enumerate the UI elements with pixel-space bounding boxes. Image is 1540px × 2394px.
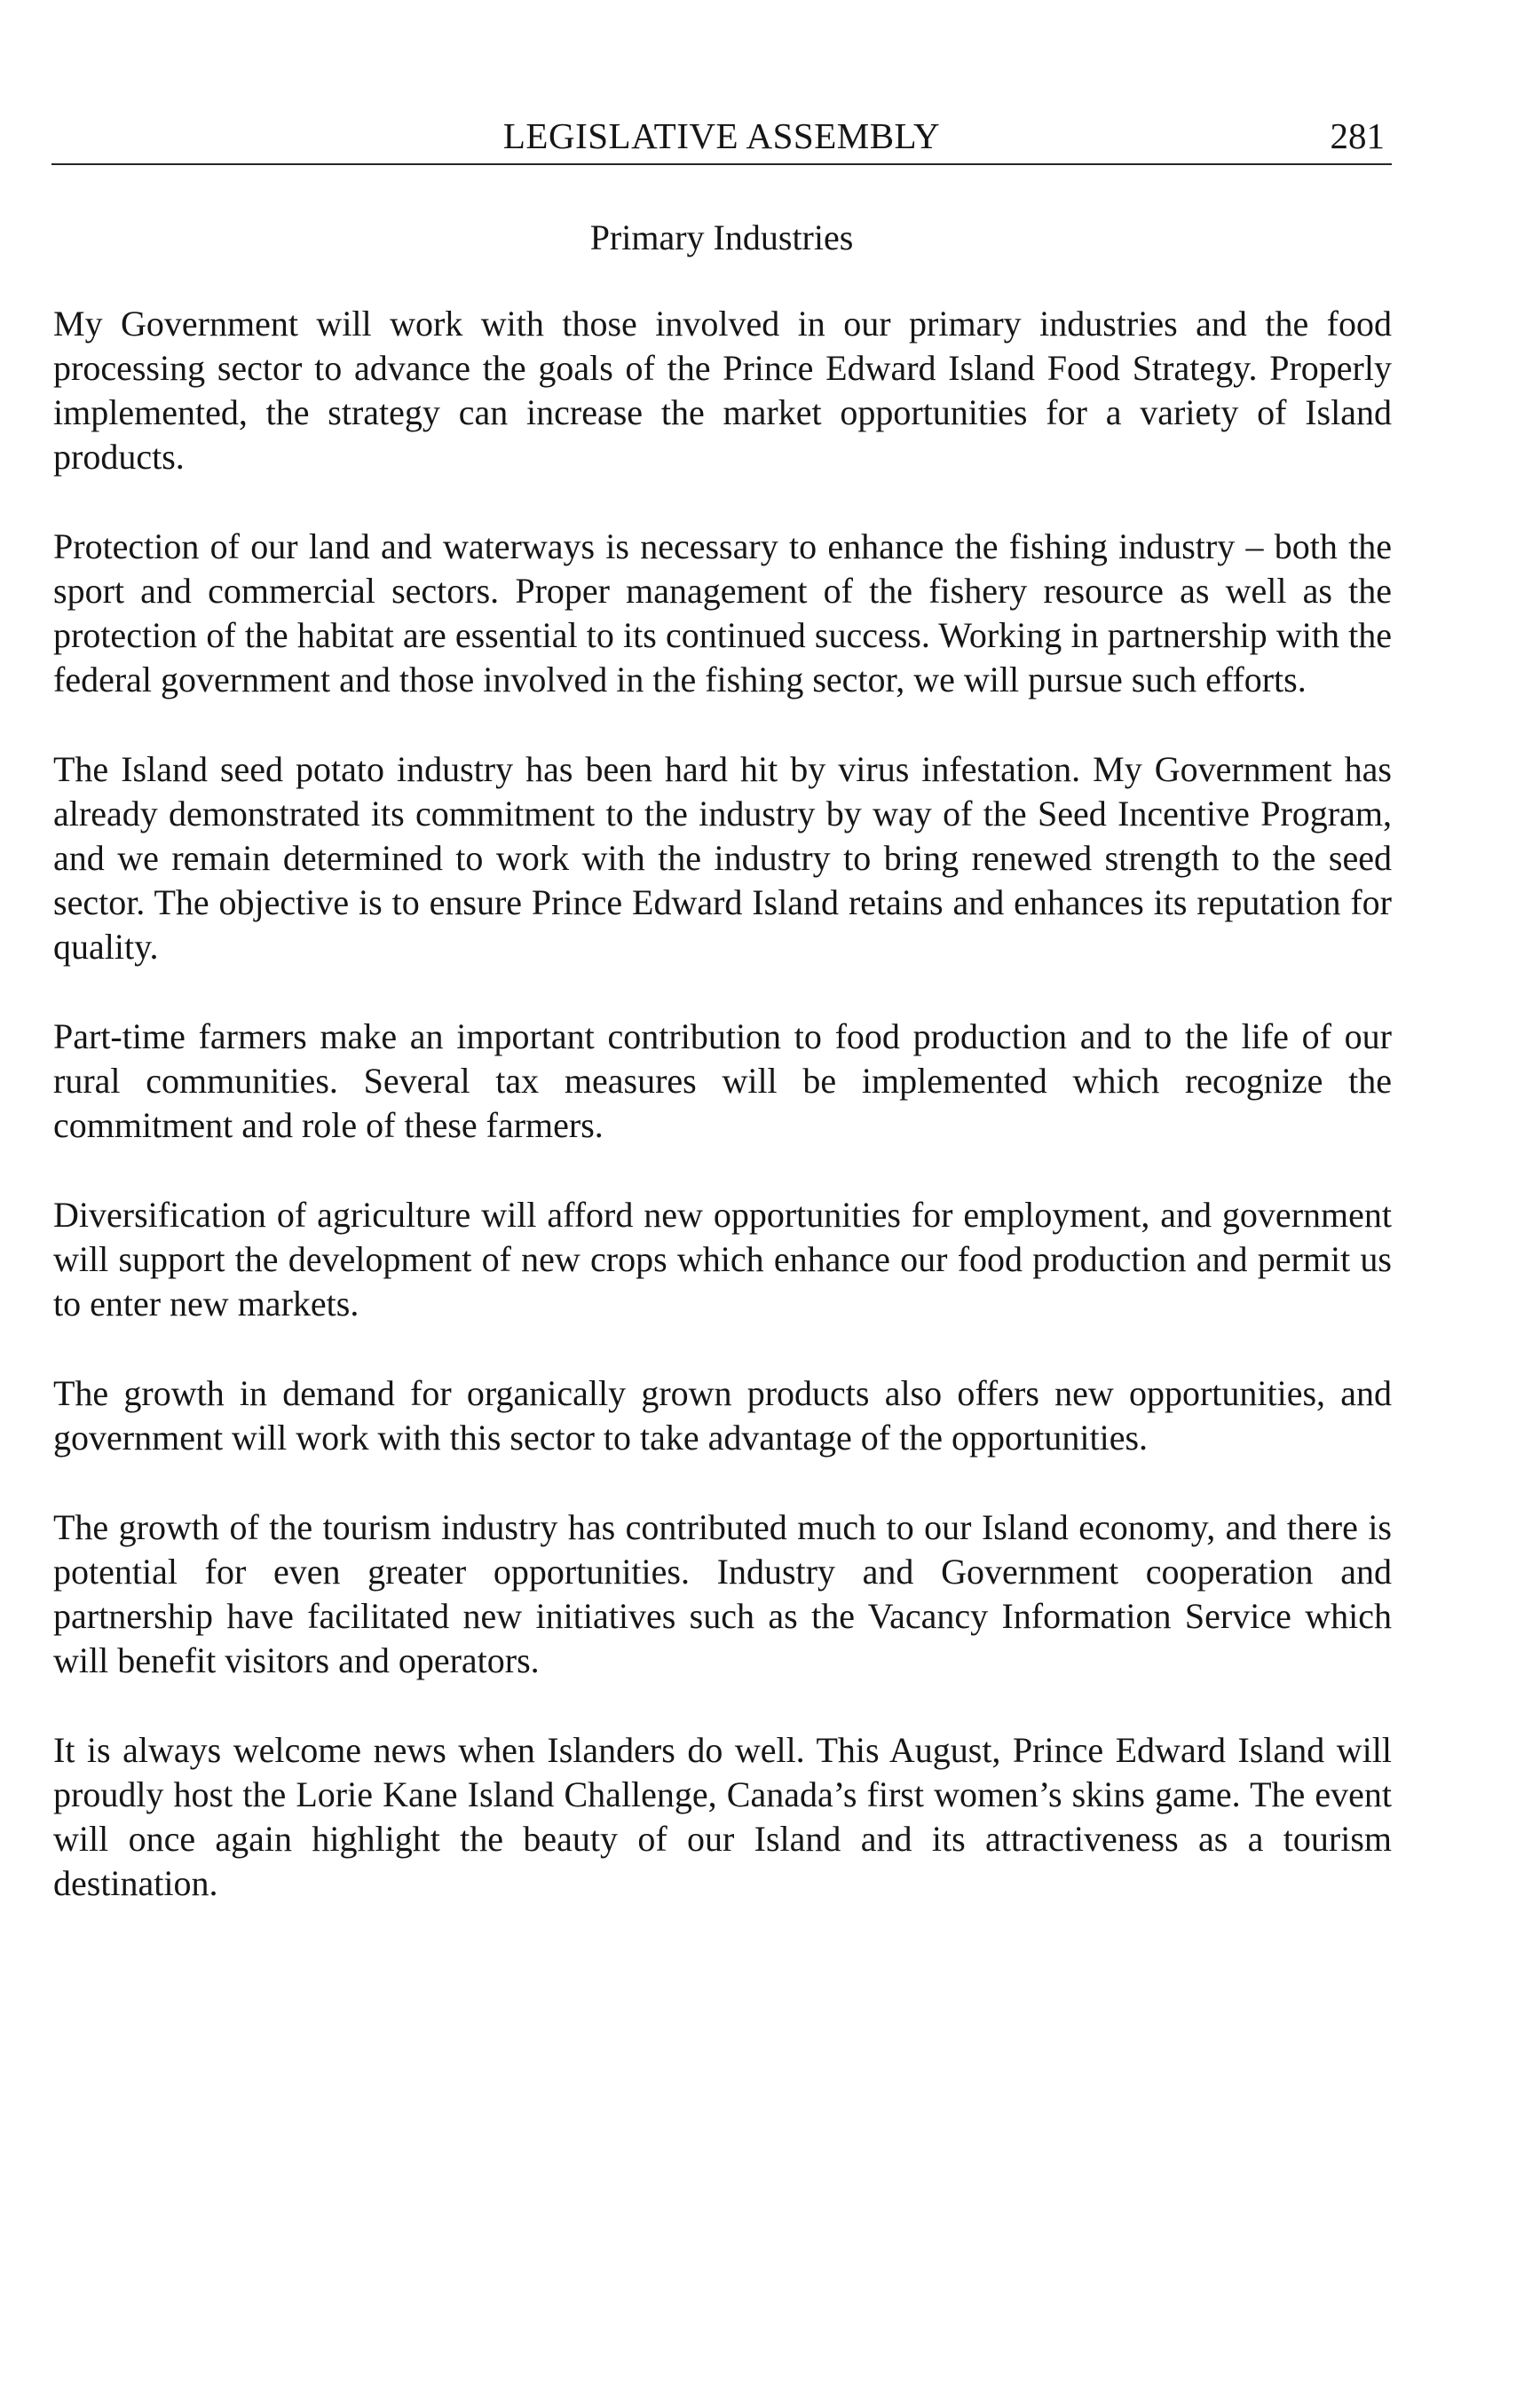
running-header	[51, 114, 1392, 165]
running-title: LEGISLATIVE ASSEMBLY	[502, 115, 941, 156]
paragraph-organic-products: The growth in demand for organically grown products also offers new opportunities, and government will work with this sector to take advantage of the opportunities.	[53, 1373, 1392, 1458]
header-rule	[51, 163, 1392, 165]
paragraph-food-strategy: My Government will work with those involved in our primary industries and the food processing sector to advance the goals of the Prince Edward Island Food Strategy. Properly implemented, the strategy can increase the market opportunities for a variety of Island products.	[53, 304, 1392, 477]
body-text	[53, 302, 1392, 1951]
page-number: 281	[1330, 115, 1385, 156]
paragraph-diversification: Diversification of agriculture will afford new opportunities for employment, and government will support the development of new crops which enhance our food production and permit us to enter new markets.	[53, 1195, 1392, 1323]
paragraph-tourism-industry: The growth of the tourism industry has contributed much to our Island economy, and there is potential for even greater opportunities. Industry and Government cooperation and partnership have facilitated new initiatives such as the Vacancy Information Service which will benefit visitors and operators.	[53, 1507, 1392, 1680]
paragraph-seed-potato: The Island seed potato industry has been hard hit by virus infestation. My Government has already demonstrated its commitment to the industry by way of the Seed Incentive Program, and we remain determined to work with the industry to bring renewed strength to the seed sector. The objective is to ensure Prince Edward Island retains and enhances its reputation for quality.	[53, 749, 1392, 967]
paragraph-fishing-industry: Protection of our land and waterways is necessary to enhance the fishing industry – both the sport and commercial sectors. Proper management of the fishery resource as well as the protection of the habitat are essential to its continued success. Working in partnership with the federal government and those involved in the fishing sector, we will pursue such efforts.	[53, 526, 1392, 699]
paragraph-lorie-kane-challenge: It is always welcome news when Islanders do well. This August, Prince Edward Island will proudly host the Lorie Kane Island Challenge, Canada’s first women’s skins game. The event will once again highlight the beauty of our Island and its attractiveness as a tourism destination.	[53, 1730, 1392, 1903]
section-heading: Primary Industries	[589, 217, 854, 257]
paragraph-part-time-farmers: Part-time farmers make an important contribution to food production and to the life of our rural communities. Several tax measures will be implemented which recognize the commitment and role of these farmers.	[53, 1016, 1392, 1145]
